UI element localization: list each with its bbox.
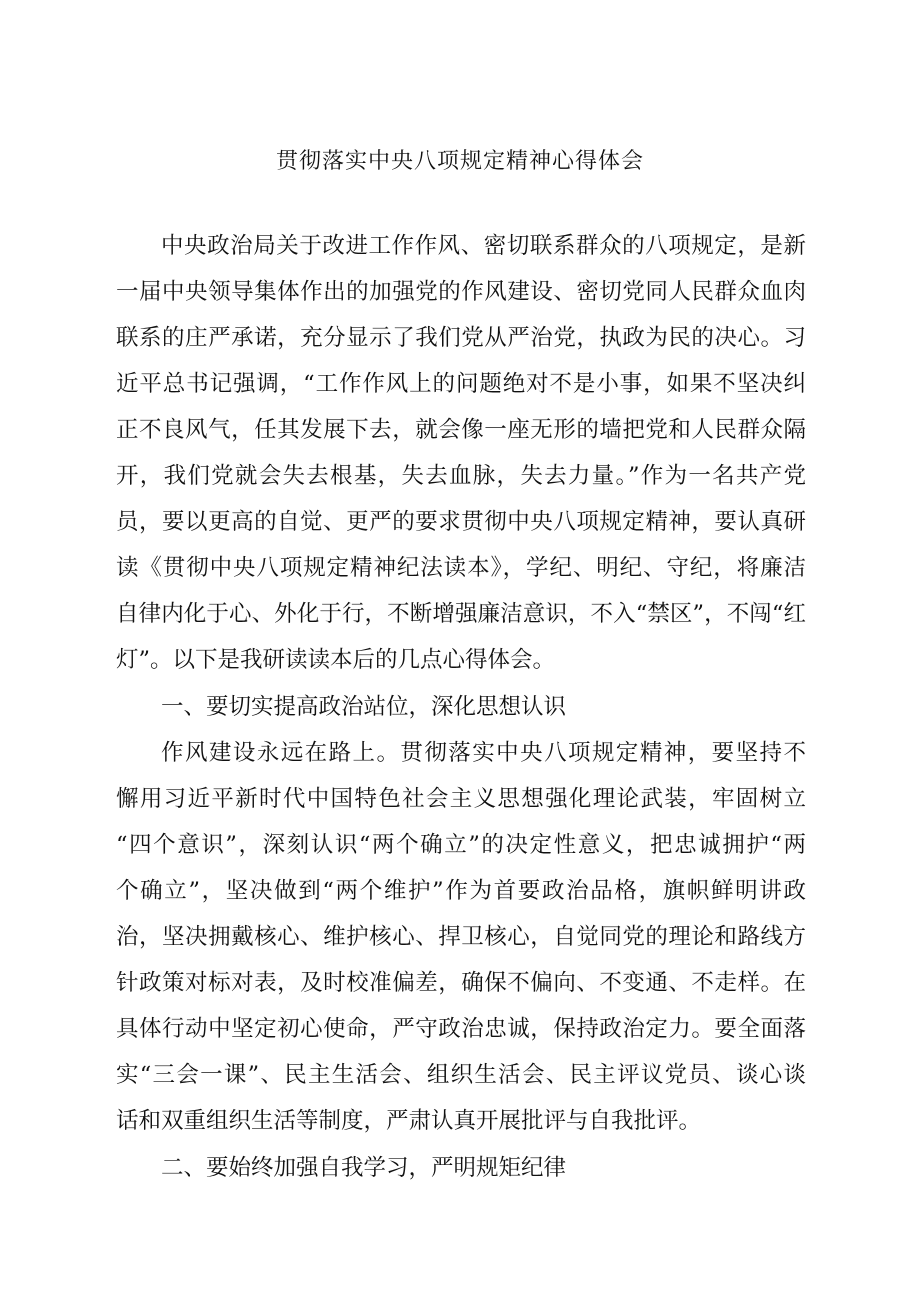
paragraph-line: 具体行动中坚定初心使命，严守政治忠诚，保持政治定力。要全面落 <box>116 1016 806 1042</box>
paragraph-line: 一届中央领导集体作出的加强党的作风建设、密切党同人民群众血肉 <box>116 279 806 305</box>
paragraph-line: 员，要以更高的自觉、更严的要求贯彻中央八项规定精神，要认真研 <box>116 509 806 535</box>
document-title: 贯彻落实中央八项规定精神心得体会 <box>275 149 644 174</box>
paragraph-line: “四个意识”，深刻认识“两个确立”的决定性意义，把忠诚拥护“两 <box>116 832 806 858</box>
paragraph-line: 读《贯彻中央八项规定精神纪法读本》，学纪、明纪、守纪，将廉洁 <box>116 555 806 581</box>
paragraph-line: 针政策对标对表，及时校准偏差，确保不偏向、不变通、不走样。在 <box>116 970 806 996</box>
section-heading: 二、要始终加强自我学习，严明规矩纪律 <box>161 1155 567 1181</box>
paragraph-line: 懈用习近平新时代中国特色社会主义思想强化理论武装，牢固树立 <box>116 786 806 812</box>
section-heading: 一、要切实提高政治站位，深化思想认识 <box>161 694 567 720</box>
paragraph-line: 灯”。以下是我研读读本后的几点心得体会。 <box>116 647 556 673</box>
paragraph-line: 近平总书记强调，“工作作风上的问题绝对不是小事，如果不坚决纠 <box>116 371 806 397</box>
paragraph-line: 话和双重组织生活等制度，严肃认真开展批评与自我批评。 <box>116 1108 702 1134</box>
paragraph-line: 个确立”，坚决做到“两个维护”作为首要政治品格，旗帜鲜明讲政 <box>116 878 806 904</box>
paragraph-line: 正不良风气，任其发展下去，就会像一座无形的墙把党和人民群众隔 <box>116 417 806 443</box>
paragraph-line: 开，我们党就会失去根基，失去血脉，失去力量。”作为一名共产党 <box>116 463 806 489</box>
paragraph-line: 中央政治局关于改进工作作风、密切联系群众的八项规定，是新 <box>161 233 806 259</box>
paragraph-line: 实“三会一课”、民主生活会、组织生活会、民主评议党员、谈心谈 <box>116 1062 806 1088</box>
paragraph-line: 联系的庄严承诺，充分显示了我们党从严治党，执政为民的决心。习 <box>116 325 806 351</box>
paragraph-line: 自律内化于心、外化于行，不断增强廉洁意识，不入“禁区”，不闯“红 <box>116 601 806 627</box>
paragraph-line: 治，坚决拥戴核心、维护核心、捍卫核心，自觉同党的理论和路线方 <box>116 924 806 950</box>
paragraph-line: 作风建设永远在路上。贯彻落实中央八项规定精神，要坚持不 <box>161 740 806 766</box>
